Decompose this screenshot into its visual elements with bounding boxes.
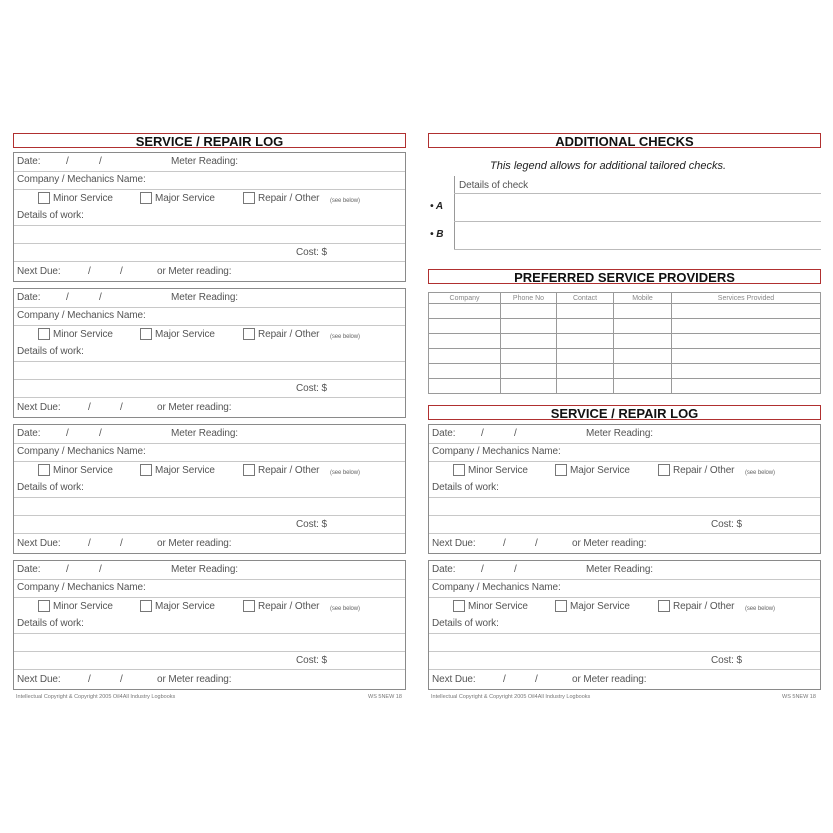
providers-cell[interactable] — [501, 379, 557, 394]
providers-cell[interactable] — [614, 349, 672, 364]
service-log-entry — [13, 424, 406, 554]
minor-service-label: Minor Service — [468, 465, 528, 476]
providers-cell[interactable] — [557, 304, 614, 319]
details-row — [14, 207, 405, 226]
left-footer-copyright: Intellectual Copyright & Copyright 2005 Oil4All Industry Logbooks — [16, 694, 176, 700]
next-due-separator: / — [503, 674, 506, 685]
repair-other-label: Repair / Other — [258, 193, 320, 204]
cost-row — [429, 651, 820, 670]
meter-reading-label: Meter Reading: — [171, 564, 238, 575]
minor-service-checkbox[interactable] — [453, 464, 465, 476]
checks-row-a-line — [454, 221, 821, 222]
company-mechanics-label: Company / Mechanics Name: — [432, 446, 561, 457]
major-service-checkbox[interactable] — [140, 328, 152, 340]
providers-cell[interactable] — [429, 319, 501, 334]
details-of-work-label: Details of work: — [17, 482, 84, 493]
minor-service-checkbox[interactable] — [453, 600, 465, 612]
providers-cell[interactable] — [672, 349, 821, 364]
service-type-row — [429, 597, 820, 615]
checks-vertical-line — [454, 176, 455, 250]
major-service-label: Major Service — [570, 601, 630, 612]
date-separator: / — [66, 428, 69, 439]
details-of-work-label: Details of work: — [432, 618, 499, 629]
service-log-entry — [13, 560, 406, 690]
major-service-checkbox[interactable] — [140, 192, 152, 204]
right-page-log-title: SERVICE / REPAIR LOG — [428, 405, 821, 420]
details-of-work-label: Details of work: — [432, 482, 499, 493]
providers-cell[interactable] — [614, 364, 672, 379]
service-type-row — [14, 325, 405, 343]
providers-cell[interactable] — [614, 304, 672, 319]
next-due-separator: / — [120, 266, 123, 277]
company-mechanics-label: Company / Mechanics Name: — [17, 446, 146, 457]
date-row — [14, 425, 405, 444]
details-blank-row — [429, 497, 820, 516]
minor-service-label: Minor Service — [53, 465, 113, 476]
major-service-checkbox[interactable] — [140, 600, 152, 612]
next-due-label: Next Due: — [432, 538, 476, 549]
next-due-label: Next Due: — [17, 538, 61, 549]
repair-other-label: Repair / Other — [258, 601, 320, 612]
check-row-a-label: • A — [430, 201, 444, 212]
details-row — [14, 343, 405, 362]
providers-cell[interactable] — [672, 364, 821, 379]
see-below-note: (see below) — [330, 606, 360, 612]
next-due-row — [14, 397, 405, 417]
major-service-label: Major Service — [155, 329, 215, 340]
date-row — [14, 561, 405, 580]
additional-checks-title: ADDITIONAL CHECKS — [428, 133, 821, 148]
company-row — [14, 443, 405, 462]
preferred-providers-title: PREFERRED SERVICE PROVIDERS — [428, 269, 821, 284]
providers-row — [429, 379, 821, 394]
providers-cell[interactable] — [557, 364, 614, 379]
details-of-work-label: Details of work: — [17, 346, 84, 357]
providers-col-mobile: Mobile — [614, 293, 672, 304]
right-footer-copyright: Intellectual Copyright & Copyright 2005 Oil4All Industry Logbooks — [431, 694, 591, 700]
minor-service-label: Minor Service — [53, 329, 113, 340]
service-log-entry — [428, 560, 821, 690]
date-separator: / — [66, 292, 69, 303]
see-below-note: (see below) — [330, 334, 360, 340]
providers-cell[interactable] — [557, 334, 614, 349]
date-separator: / — [66, 564, 69, 575]
next-due-separator: / — [88, 402, 91, 413]
date-separator: / — [514, 428, 517, 439]
service-type-row — [429, 461, 820, 479]
cost-label: Cost: $ — [296, 383, 327, 394]
next-due-separator: / — [120, 674, 123, 685]
providers-cell[interactable] — [429, 304, 501, 319]
or-meter-reading-label: or Meter reading: — [157, 538, 232, 549]
providers-cell[interactable] — [429, 364, 501, 379]
details-blank-row — [14, 225, 405, 244]
service-type-row — [14, 461, 405, 479]
meter-reading-label: Meter Reading: — [171, 156, 238, 167]
major-service-checkbox[interactable] — [555, 464, 567, 476]
providers-cell[interactable] — [557, 379, 614, 394]
company-row — [429, 579, 820, 598]
providers-row — [429, 304, 821, 319]
company-mechanics-label: Company / Mechanics Name: — [17, 310, 146, 321]
next-due-label: Next Due: — [17, 674, 61, 685]
date-separator: / — [99, 156, 102, 167]
next-due-separator: / — [535, 538, 538, 549]
minor-service-checkbox[interactable] — [38, 600, 50, 612]
date-separator: / — [99, 292, 102, 303]
minor-service-label: Minor Service — [53, 601, 113, 612]
see-below-note: (see below) — [745, 470, 775, 476]
checks-legend: This legend allows for additional tailored checks. — [490, 160, 727, 172]
next-due-separator: / — [88, 674, 91, 685]
date-label: Date: — [17, 428, 41, 439]
meter-reading-label: Meter Reading: — [586, 428, 653, 439]
date-row — [14, 153, 405, 172]
details-blank-row — [14, 497, 405, 516]
company-mechanics-label: Company / Mechanics Name: — [17, 174, 146, 185]
minor-service-checkbox[interactable] — [38, 464, 50, 476]
cost-label: Cost: $ — [711, 519, 742, 530]
cost-label: Cost: $ — [296, 519, 327, 530]
repair-other-checkbox[interactable] — [243, 464, 255, 476]
providers-cell[interactable] — [501, 319, 557, 334]
major-service-label: Major Service — [155, 465, 215, 476]
cost-label: Cost: $ — [711, 655, 742, 666]
or-meter-reading-label: or Meter reading: — [157, 402, 232, 413]
providers-row — [429, 319, 821, 334]
cost-row — [14, 379, 405, 398]
major-service-checkbox[interactable] — [140, 464, 152, 476]
date-row — [14, 289, 405, 308]
repair-other-label: Repair / Other — [258, 329, 320, 340]
next-due-label: Next Due: — [432, 674, 476, 685]
providers-row — [429, 364, 821, 379]
right-footer-code: WS 5NEW 18 — [782, 694, 816, 700]
or-meter-reading-label: or Meter reading: — [157, 266, 232, 277]
providers-cell[interactable] — [672, 319, 821, 334]
providers-col-company: Company — [429, 293, 501, 304]
or-meter-reading-label: or Meter reading: — [572, 538, 647, 549]
details-blank-row — [14, 361, 405, 380]
providers-cell[interactable] — [429, 379, 501, 394]
date-separator: / — [481, 428, 484, 439]
repair-other-checkbox[interactable] — [243, 328, 255, 340]
providers-cell[interactable] — [429, 334, 501, 349]
minor-service-checkbox[interactable] — [38, 192, 50, 204]
check-row-b-label: • B — [430, 229, 444, 240]
checks-row-b-line — [454, 249, 821, 250]
company-row — [14, 171, 405, 190]
left-footer-code: WS 5NEW 18 — [368, 694, 402, 700]
checks-header-line — [454, 193, 821, 194]
details-blank-row — [14, 633, 405, 652]
date-label: Date: — [432, 428, 456, 439]
meter-reading-label: Meter Reading: — [171, 292, 238, 303]
date-label: Date: — [432, 564, 456, 575]
next-due-row — [14, 261, 405, 281]
providers-header-row — [429, 293, 821, 304]
repair-other-checkbox[interactable] — [243, 192, 255, 204]
see-below-note: (see below) — [330, 470, 360, 476]
providers-cell[interactable] — [557, 349, 614, 364]
cost-label: Cost: $ — [296, 655, 327, 666]
next-due-separator: / — [88, 538, 91, 549]
date-separator: / — [99, 428, 102, 439]
service-type-row — [14, 597, 405, 615]
service-log-entry — [13, 152, 406, 282]
cost-label: Cost: $ — [296, 247, 327, 258]
minor-service-label: Minor Service — [468, 601, 528, 612]
repair-other-checkbox[interactable] — [243, 600, 255, 612]
next-due-separator: / — [503, 538, 506, 549]
service-log-entry — [428, 424, 821, 554]
next-due-row — [14, 669, 405, 689]
additional-checks-grid — [428, 176, 821, 250]
date-row — [429, 561, 820, 580]
minor-service-label: Minor Service — [53, 193, 113, 204]
repair-other-checkbox[interactable] — [658, 600, 670, 612]
providers-cell[interactable] — [614, 379, 672, 394]
major-service-label: Major Service — [155, 193, 215, 204]
providers-cell[interactable] — [501, 364, 557, 379]
company-row — [429, 443, 820, 462]
major-service-checkbox[interactable] — [555, 600, 567, 612]
date-label: Date: — [17, 156, 41, 167]
company-mechanics-label: Company / Mechanics Name: — [17, 582, 146, 593]
providers-cell[interactable] — [501, 349, 557, 364]
see-below-note: (see below) — [745, 606, 775, 612]
date-separator: / — [514, 564, 517, 575]
providers-cell[interactable] — [672, 334, 821, 349]
date-separator: / — [99, 564, 102, 575]
providers-cell[interactable] — [672, 304, 821, 319]
company-row — [14, 579, 405, 598]
major-service-label: Major Service — [570, 465, 630, 476]
cost-row — [14, 515, 405, 534]
providers-col-contact: Contact — [557, 293, 614, 304]
repair-other-label: Repair / Other — [673, 601, 735, 612]
next-due-separator: / — [120, 538, 123, 549]
details-row — [429, 479, 820, 498]
company-mechanics-label: Company / Mechanics Name: — [432, 582, 561, 593]
cost-row — [14, 243, 405, 262]
major-service-label: Major Service — [155, 601, 215, 612]
date-label: Date: — [17, 564, 41, 575]
providers-cell[interactable] — [501, 334, 557, 349]
providers-cell[interactable] — [672, 379, 821, 394]
date-row — [429, 425, 820, 444]
details-row — [14, 479, 405, 498]
details-of-check-header: Details of check — [459, 180, 528, 191]
details-of-work-label: Details of work: — [17, 210, 84, 221]
providers-table — [428, 292, 821, 394]
company-row — [14, 307, 405, 326]
next-due-separator: / — [88, 266, 91, 277]
cost-row — [429, 515, 820, 534]
see-below-note: (see below) — [330, 198, 360, 204]
date-separator: / — [481, 564, 484, 575]
left-page-title: SERVICE / REPAIR LOG — [13, 133, 406, 148]
or-meter-reading-label: or Meter reading: — [572, 674, 647, 685]
providers-cell[interactable] — [429, 349, 501, 364]
next-due-separator: / — [535, 674, 538, 685]
repair-other-label: Repair / Other — [673, 465, 735, 476]
providers-row — [429, 334, 821, 349]
providers-row — [429, 349, 821, 364]
details-blank-row — [429, 633, 820, 652]
details-row — [14, 615, 405, 634]
next-due-label: Next Due: — [17, 402, 61, 413]
providers-cell[interactable] — [501, 304, 557, 319]
service-type-row — [14, 189, 405, 207]
next-due-row — [429, 533, 820, 553]
meter-reading-label: Meter Reading: — [586, 564, 653, 575]
repair-other-checkbox[interactable] — [658, 464, 670, 476]
details-row — [429, 615, 820, 634]
service-log-entry — [13, 288, 406, 418]
providers-cell[interactable] — [557, 319, 614, 334]
next-due-label: Next Due: — [17, 266, 61, 277]
providers-col-services: Services Provided — [672, 293, 821, 304]
date-separator: / — [66, 156, 69, 167]
next-due-row — [14, 533, 405, 553]
minor-service-checkbox[interactable] — [38, 328, 50, 340]
next-due-separator: / — [120, 402, 123, 413]
cost-row — [14, 651, 405, 670]
or-meter-reading-label: or Meter reading: — [157, 674, 232, 685]
next-due-row — [429, 669, 820, 689]
date-label: Date: — [17, 292, 41, 303]
providers-col-phone: Phone No — [501, 293, 557, 304]
providers-cell[interactable] — [614, 319, 672, 334]
providers-cell[interactable] — [614, 334, 672, 349]
meter-reading-label: Meter Reading: — [171, 428, 238, 439]
details-of-work-label: Details of work: — [17, 618, 84, 629]
repair-other-label: Repair / Other — [258, 465, 320, 476]
